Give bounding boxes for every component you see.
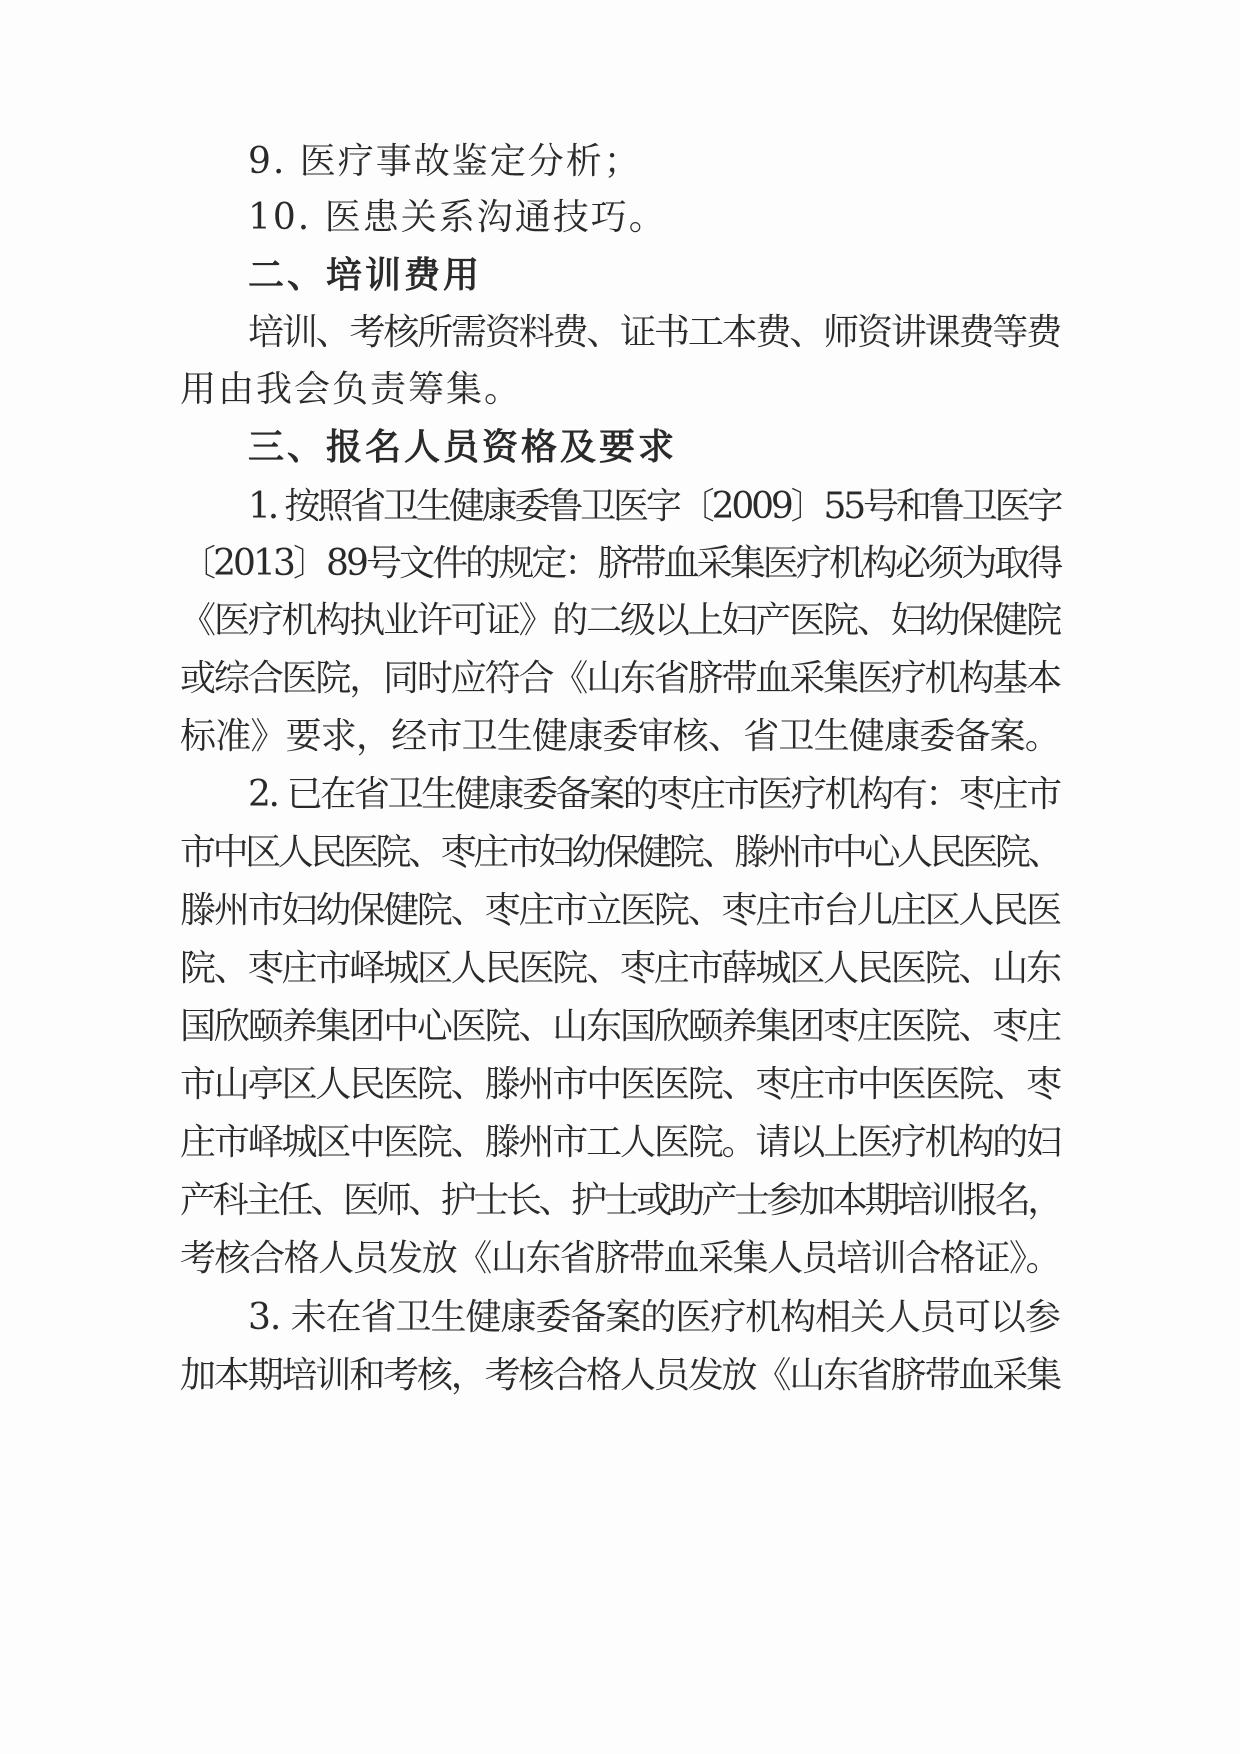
paragraph-line: 院、枣庄市峄城区人民医院、枣庄市薛城区人民医院、山东 [180, 948, 1061, 989]
section-heading-eligibility: 三、报名人员资格及要求 [248, 427, 678, 468]
paragraph-line: 市山亭区人民医院、滕州市中医医院、枣庄市中医医院、枣 [180, 1064, 1061, 1105]
paragraph-line: 培训、考核所需资料费、证书工本费、师资讲课费等费 [248, 312, 1061, 353]
paragraph-line: 滕州市妇幼保健院、枣庄市立医院、枣庄市台儿庄区人民医 [180, 890, 1061, 931]
paragraph-line: 加本期培训和考核，考核合格人员发放《山东省脐带血采集 [180, 1355, 1061, 1396]
paragraph-line: 《医疗机构执业许可证》的二级以上妇产医院、妇幼保健院 [180, 600, 1061, 641]
list-item-10: 10. 医患关系沟通技巧。 [248, 197, 667, 238]
paragraph-line: 庄市峄城区中医院、滕州市工人医院。请以上医疗机构的妇 [180, 1122, 1061, 1163]
paragraph-line: 〔2013〕89号文件的规定：脐带血采集医疗机构必须为取得 [180, 543, 1061, 584]
paragraph-line: 市中区人民医院、枣庄市妇幼保健院、滕州市中心人民医院、 [180, 832, 1061, 873]
paragraph-line: 考核合格人员发放《山东省脐带血采集人员培训合格证》。 [180, 1238, 1061, 1279]
paragraph-line: 或综合医院，同时应符合《山东省脐带血采集医疗机构基本 [180, 658, 1061, 699]
paragraph-line: 用由我会负责筹集。 [180, 369, 523, 410]
list-item-9: 9. 医疗事故鉴定分析； [248, 141, 642, 182]
paragraph-line: 国欣颐养集团中心医院、山东国欣颐养集团枣庄医院、枣庄 [180, 1006, 1061, 1047]
paragraph-line: 3. 未在省卫生健康委备案的医疗机构相关人员可以参 [248, 1297, 1060, 1338]
paragraph-line: 1. 按照省卫生健康委鲁卫医字〔2009〕55号和鲁卫医字 [248, 486, 1061, 527]
paragraph-line: 标准》要求，经市卫生健康委审核、省卫生健康委备案。 [180, 716, 1061, 757]
paragraph-line: 产科主任、医师、护士长、护士或助产士参加本期培训报名， [180, 1180, 1061, 1221]
paragraph-line: 2. 已在省卫生健康委备案的枣庄市医疗机构有：枣庄市 [248, 774, 1060, 815]
section-heading-training-fees: 二、培训费用 [248, 255, 483, 296]
